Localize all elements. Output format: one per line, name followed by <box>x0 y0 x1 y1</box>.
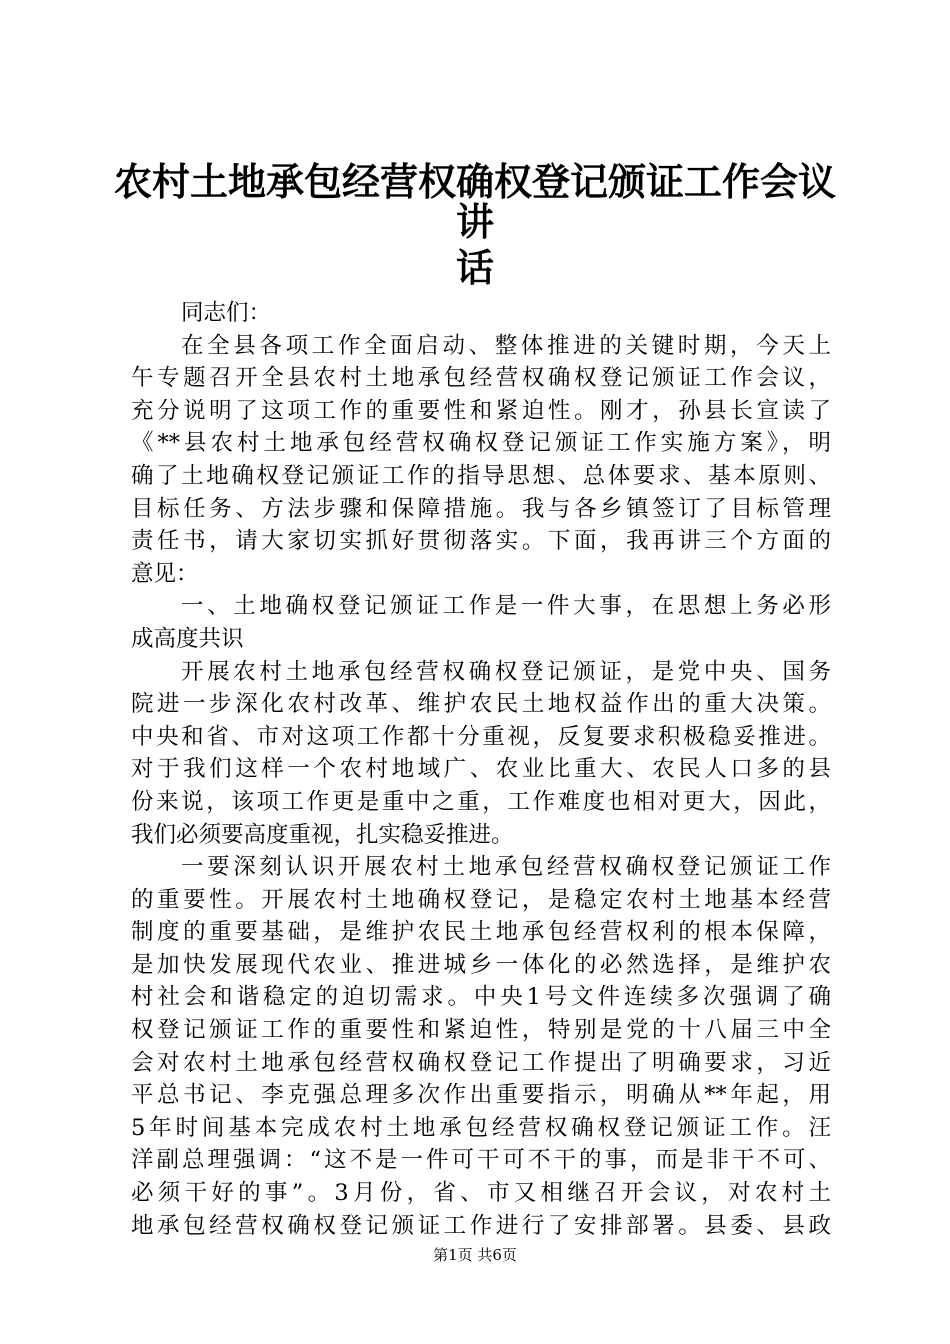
document-body <box>131 297 831 1242</box>
body-line: 责任书，请大家切实抓好贯彻落实。下面，我再讲三个方面的 <box>131 528 831 555</box>
body-line: 是加快发展现代农业、推进城乡一体化的必然选择，是维护农 <box>131 951 831 978</box>
body-line: 院进一步深化农村改革、维护农民土地权益作出的重大决策。 <box>131 691 831 718</box>
body-line: 午专题召开全县农村土地承包经营权确权登记颁证工作会议， <box>131 365 831 392</box>
body-line: 对于我们这样一个农村地域广、农业比重大、农民人口多的县 <box>131 756 831 783</box>
body-line: 充分说明了这项工作的重要性和紧迫性。刚才，孙县长宣读了 <box>131 397 831 424</box>
body-line: 意见： <box>131 560 199 587</box>
body-line: 确了土地确权登记颁证工作的指导思想、总体要求、基本原则、 <box>131 462 831 489</box>
body-line: 洋副总理强调：“这不是一件可干可不干的事，而是非干不可、 <box>131 1147 831 1174</box>
body-line: 地承包经营权确权登记颁证工作进行了安排部署。县委、县政 <box>131 1212 831 1239</box>
body-line: 份来说，该项工作更是重中之重，工作难度也相对更大，因此， <box>131 788 831 815</box>
body-line: 权登记颁证工作的重要性和紧迫性，特别是党的十八届三中全 <box>131 1017 831 1044</box>
body-line: 村社会和谐稳定的迫切需求。中央1号文件连续多次强调了确 <box>131 984 831 1011</box>
body-line: 同志们： <box>181 300 272 326</box>
body-line: 中央和省、市对这项工作都十分重视，反复要求积极稳妥推进。 <box>131 723 831 750</box>
body-line: 平总书记、李克强总理多次作出重要指示，明确从**年起，用 <box>131 1082 831 1109</box>
body-line: 成高度共识 <box>131 625 244 652</box>
body-line: 的重要性。开展农村土地确权登记，是稳定农村土地基本经营 <box>131 886 831 913</box>
body-line: 5年时间基本完成农村土地承包经营权确权登记颁证工作。汪 <box>131 1114 831 1141</box>
body-line: 会对农村土地承包经营权确权登记工作提出了明确要求，习近 <box>131 1049 831 1076</box>
body-line: 目标任务、方法步骤和保障措施。我与各乡镇签订了目标管理 <box>131 495 831 522</box>
body-line: 一、土地确权登记颁证工作是一件大事，在思想上务必形 <box>181 593 831 620</box>
body-line: 《**县农村土地承包经营权确权登记颁证工作实施方案》，明 <box>131 430 831 457</box>
body-line: 开展农村土地承包经营权确权登记颁证，是党中央、国务 <box>181 658 831 685</box>
page-footer: 第1页 共6页 <box>433 1246 517 1264</box>
body-line: 我们必须要高度重视，扎实稳妥推进。 <box>131 821 514 848</box>
body-line: 在全县各项工作全面启动、整体推进的关键时期，今天上 <box>181 332 831 359</box>
body-line: 一要深刻认识开展农村土地承包经营权确权登记颁证工作 <box>181 854 831 881</box>
document-title-line-1: 农村土地承包经营权确权登记颁证工作会议讲 <box>113 159 836 244</box>
body-line: 制度的重要基础，是维护农民土地承包经营权利的根本保障， <box>131 919 831 946</box>
document-title-line-2: 话 <box>455 245 494 290</box>
body-line: 必须干好的事”。3月份，省、市又相继召开会议，对农村土 <box>131 1180 831 1207</box>
